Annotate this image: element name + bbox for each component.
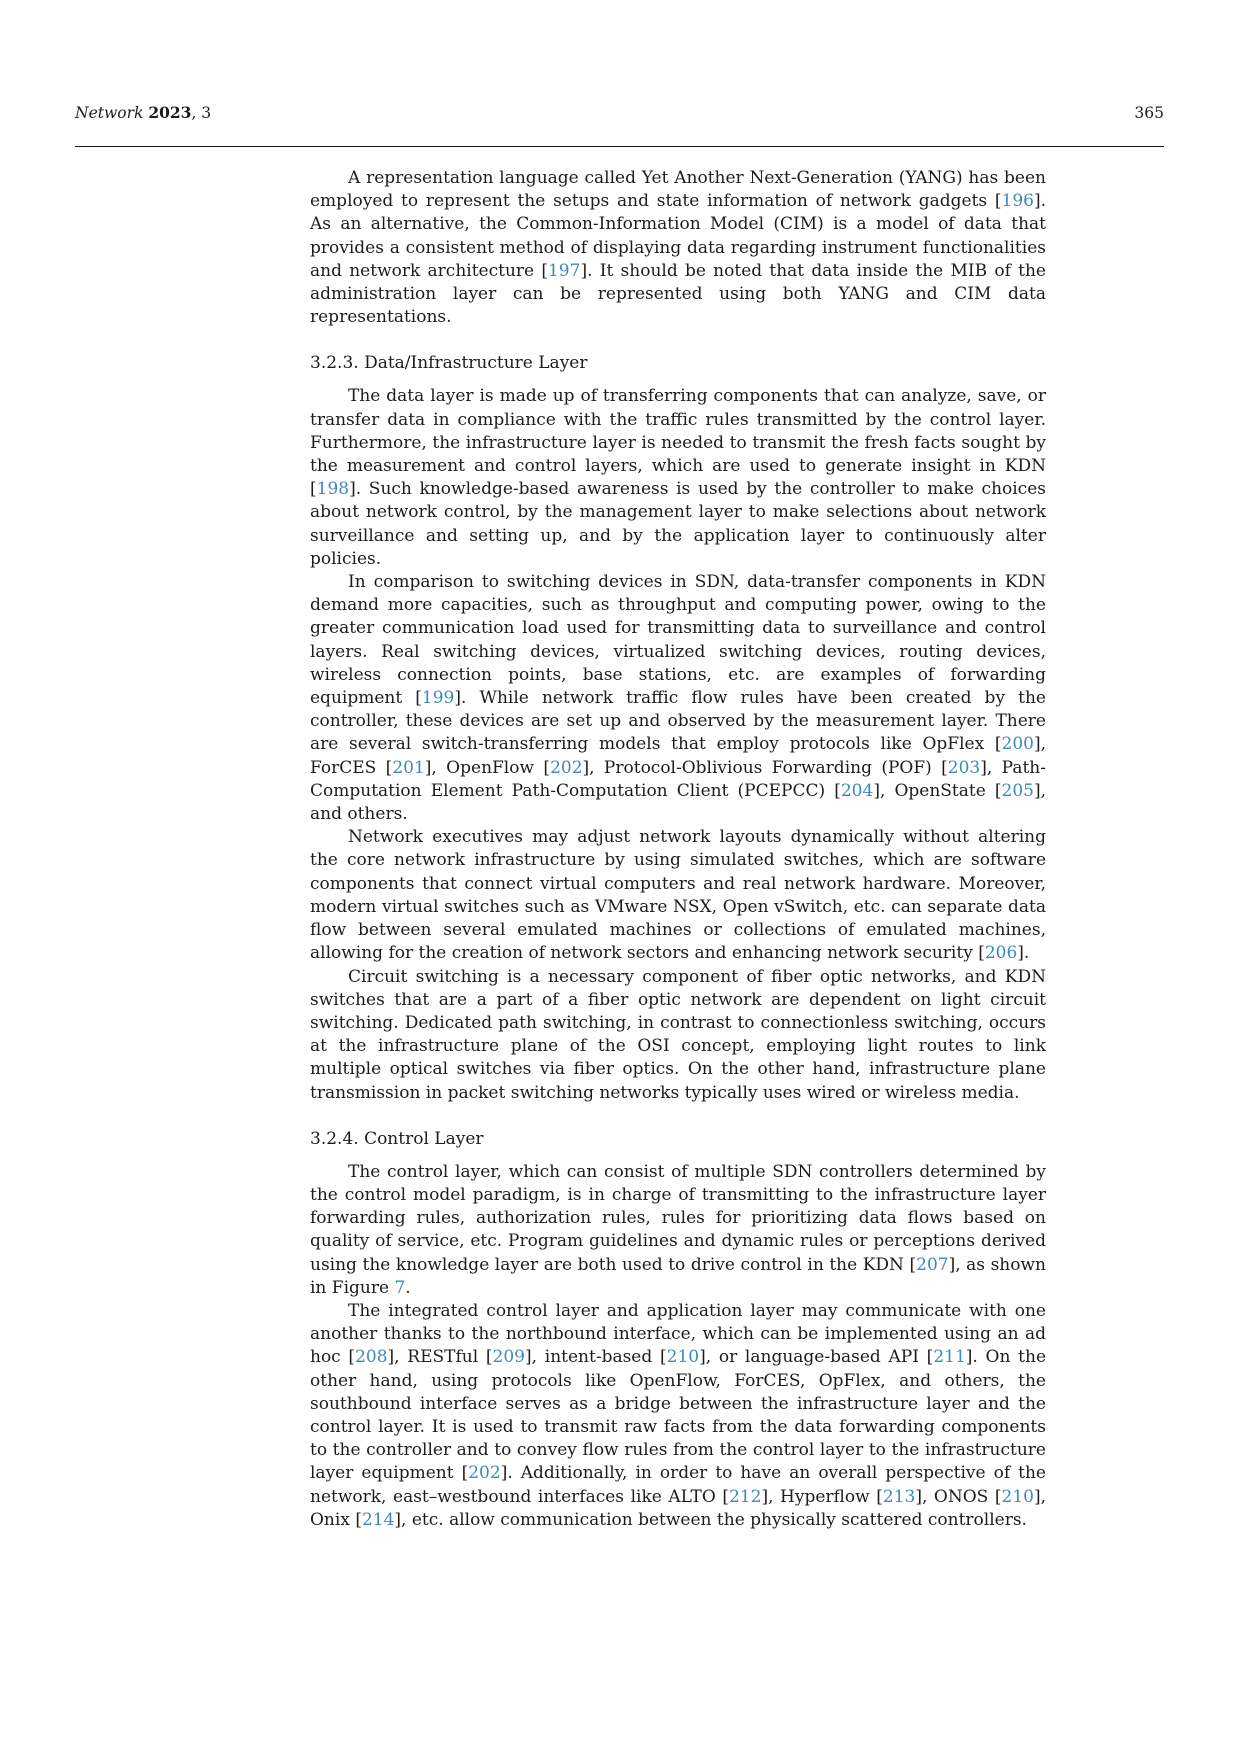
- paragraph: The integrated control layer and application layer may communicate with one another thanks to the northbound interface, which can be implemented using an ad hoc [208], RESTful [209], intent-based [210], or language-based API [211]. On the other hand, using protocols like OpenFlow, ForCES, OpFlex, and others, the southbound interface serves as a bridge between the infrastructure layer and the control layer. It is used to transmit raw facts from the data forwarding components to the controller and to convey flow rules from the control layer to the infrastructure layer equipment [202]. Additionally, in order to have an overall perspective of the network, east–westbound interfaces like ALTO [212], Hyperflow [213], ONOS [210], Onix [214], etc. allow communication between the physically scattered controllers.: [310, 1300, 1047, 1530]
- citation-link[interactable]: 208: [355, 1347, 388, 1368]
- paragraph: The data layer is made up of transferring components that can analyze, save, or transfer data in compliance with the traffic rules transmitted by the control layer. Furthermore, the infrastructure layer is needed to transmit the fresh facts sought by the measurement and control layers, which are used to generate insight in KDN [198]. Such knowledge-based awareness is used by the controller to make choices about network control, by the management layer to make selections about network surveillance and setting up, and by the application layer to continuously alter policies.: [310, 386, 1046, 569]
- section-heading: 3.2.3. Data/Infrastructure Layer: [310, 353, 588, 374]
- paragraph: Circuit switching is a necessary component of fiber optic networks, and KDN switches that are a part of a fiber optic network are dependent on light circuit switching. Dedicated path switching, in contrast to connectionless switching, occurs at the infrastructure plane of the OSI concept, employing light routes to link multiple optical switches via fiber optics. On the other hand, infrastructure plane transmission in packet switching networks typically uses wired or wireless media.: [310, 966, 1046, 1103]
- citation-link[interactable]: 207: [916, 1254, 949, 1275]
- paragraph: The control layer, which can consist of multiple SDN controllers determined by the control model paradigm, is in charge of transmitting to the infrastructure layer forwarding rules, authorization rules, rules for prioritizing data flows based on quality of service, etc. Program guidelines and dynamic rules or perceptions derived using the knowledge layer are both used to drive control in the KDN [207], as shown in Figure 7.: [310, 1161, 1046, 1298]
- citation-link[interactable]: 210: [1001, 1486, 1034, 1507]
- paragraph: In comparison to switching devices in SDN, data-transfer components in KDN demand more capacities, such as throughput and computing power, owing to the greater communication load used for transmitting data to surveillance and control layers. Real switching devices, virtualized switching devices, routing devices, wireless connection points, base stations, etc. are examples of forwarding equipment [199]. While network traffic flow rules have been created by the controller, these devices are set up and observed by the measurement layer. There are several switch-transferring models that employ protocols like OpFlex [200], ForCES [201], OpenFlow [202], Protocol-Oblivious Forwarding (POF) [203], Path-Computation Element Path-Computation Client (PCEPCC) [204], OpenState [205], and others.: [310, 572, 1047, 825]
- section-heading: 3.2.4. Control Layer: [310, 1128, 484, 1149]
- citation-link[interactable]: 213: [882, 1486, 916, 1507]
- citation-link[interactable]: 201: [392, 757, 425, 778]
- journal-name: Network: [75, 104, 144, 122]
- paragraph: Network executives may adjust network layouts dynamically without altering the core network infrastructure by using simulated switches, which are software components that connect virtual computers and real network hardware. Moreover, modern virtual switches such as VMware NSX, Open vSwitch, etc. can separate data flow between several emulated machines or collections of emulated machines, allowing for the creation of network sectors and enhancing network security [206].: [310, 827, 1046, 964]
- running-head: [75, 103, 211, 122]
- page-header: [75, 103, 1164, 122]
- citation-link[interactable]: 197: [547, 260, 581, 281]
- citation-link[interactable]: 212: [729, 1486, 762, 1507]
- page-number: 365: [1134, 104, 1164, 122]
- citation-link[interactable]: 204: [840, 780, 874, 801]
- citation-link[interactable]: 202: [550, 757, 583, 778]
- citation-link[interactable]: 198: [316, 479, 350, 500]
- journal-issue: , 3: [191, 104, 212, 122]
- citation-link[interactable]: 206: [984, 943, 1018, 964]
- figure-ref-link[interactable]: 7: [394, 1277, 406, 1298]
- journal-year: 2023: [148, 103, 192, 122]
- citation-link[interactable]: 203: [947, 757, 981, 778]
- citation-link[interactable]: 199: [421, 688, 455, 709]
- citation-link[interactable]: 214: [361, 1509, 395, 1530]
- citation-link[interactable]: 210: [666, 1347, 700, 1368]
- paragraph: A representation language called Yet Another Next-Generation (YANG) has been employed to represent the setups and state information of network gadgets [196]. As an alternative, the Common-Information Model (CIM) is a model of data that provides a consistent method of displaying data regarding instrument functionalities and network architecture [197]. It should be noted that data inside the MIB of the administration layer can be represented using both YANG and CIM data representations.: [310, 168, 1046, 328]
- citation-link[interactable]: 202: [468, 1463, 501, 1484]
- citation-link[interactable]: 205: [1001, 780, 1034, 801]
- header-rule: [75, 146, 1164, 147]
- citation-link[interactable]: 209: [492, 1347, 525, 1368]
- citation-link[interactable]: 200: [1001, 734, 1034, 755]
- citation-link[interactable]: 211: [933, 1347, 966, 1368]
- article-body: [310, 167, 1046, 1532]
- citation-link[interactable]: 196: [1001, 191, 1034, 212]
